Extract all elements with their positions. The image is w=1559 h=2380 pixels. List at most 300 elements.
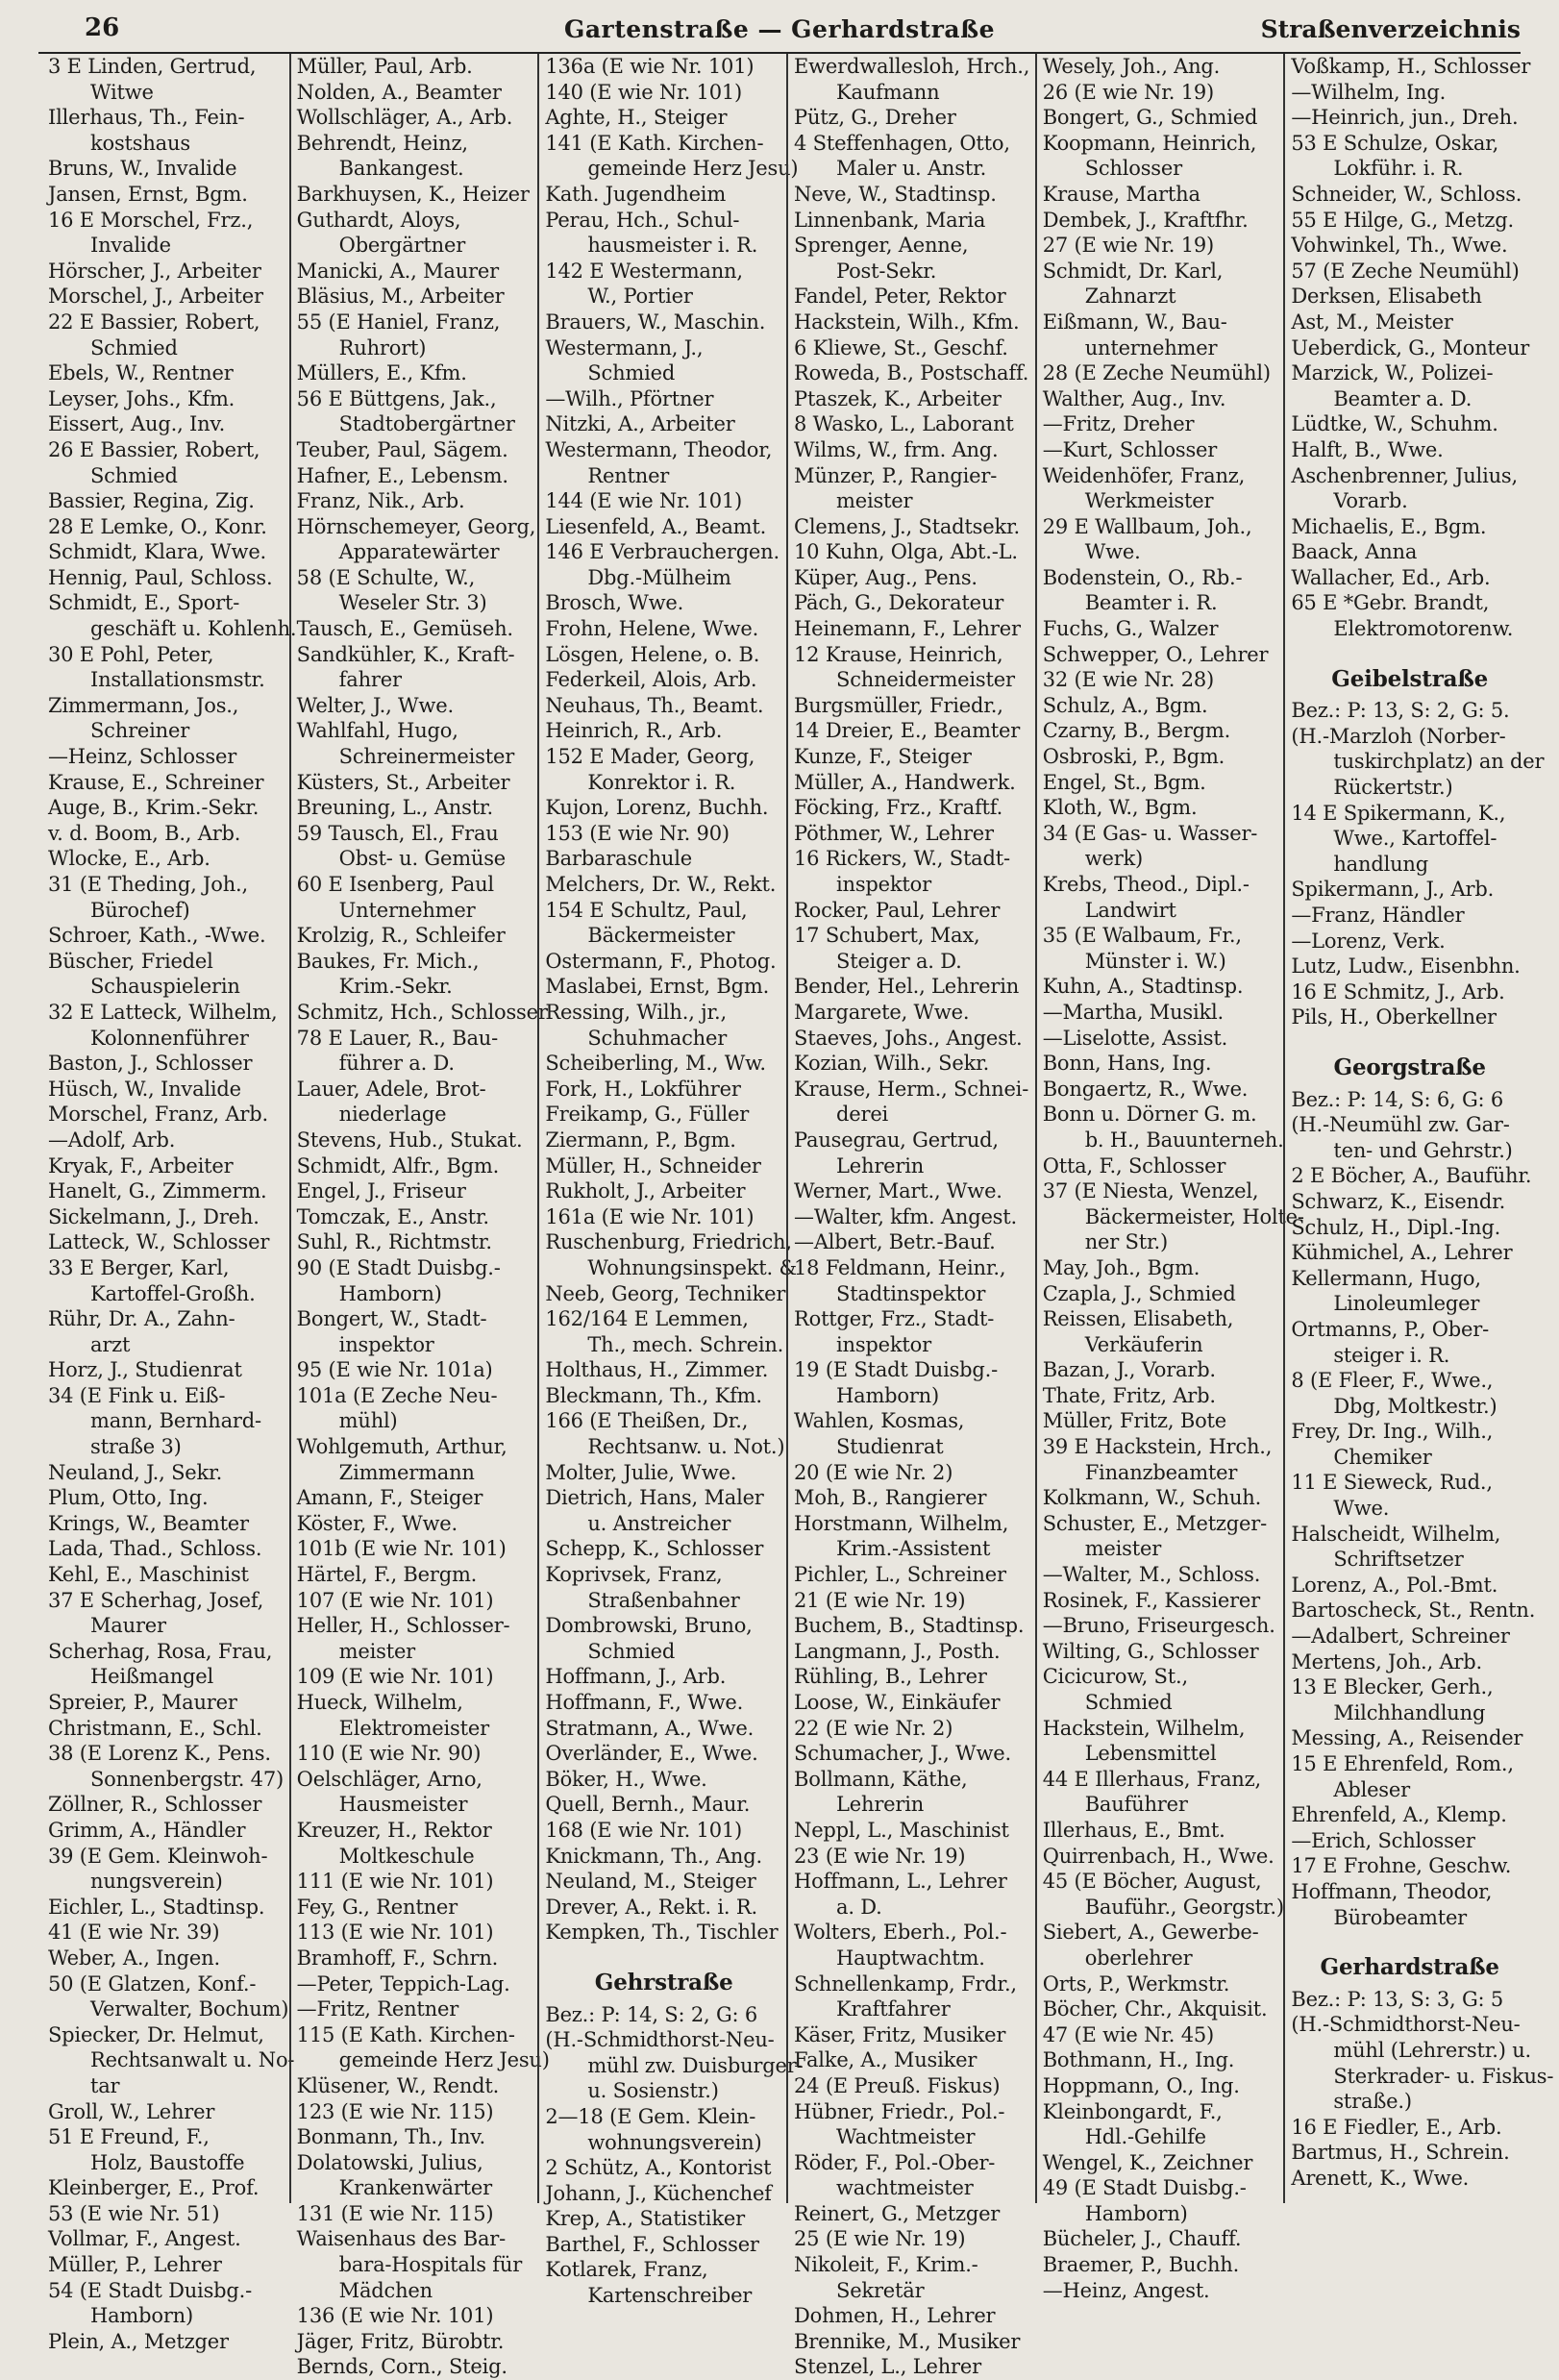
directory-entry: Installationsmstr. <box>90 668 265 692</box>
directory-entry: Groll, W., Lehrer <box>48 2099 215 2123</box>
directory-entry: Latteck, W., Schlosser <box>48 1230 270 1254</box>
directory-entry: Kraftfahrer <box>836 1997 951 2021</box>
directory-entry: bara-Hospitals für <box>338 2253 523 2277</box>
directory-entry: Ressing, Wilh., jr., <box>545 1000 727 1024</box>
directory-entry: 140 (E wie Nr. 101) <box>545 80 743 104</box>
directory-entry: 44 E Illerhaus, Franz, <box>1042 1767 1261 1791</box>
directory-entry: 55 (E Haniel, Franz, <box>296 310 501 334</box>
directory-entry: Schroer, Kath., -Wwe. <box>48 924 266 948</box>
directory-entry: Wwe., Kartoffel- <box>1333 827 1497 851</box>
directory-entry: Molter, Julie, Wwe. <box>545 1460 737 1484</box>
directory-entry: Verwalter, Bochum) <box>90 1997 289 2021</box>
directory-entry: Hackstein, Wilhelm, <box>1042 1716 1246 1740</box>
directory-entry: Ableser <box>1333 1777 1410 1801</box>
directory-entry: Krim.-Assistent <box>836 1537 991 1561</box>
directory-entry: meister <box>338 1639 416 1663</box>
directory-entry: 2 E Böcher, A., Bauführ. <box>1291 1164 1532 1188</box>
directory-entry: Hauptwachtm. <box>836 1946 985 1970</box>
directory-entry: Barthel, F., Schlosser <box>545 2232 759 2256</box>
directory-entry: Quell, Bernh., Maur. <box>545 1793 751 1817</box>
directory-entry: Illerhaus, E., Bmt. <box>1042 1818 1225 1842</box>
directory-entry: 15 E Ehrenfeld, Rom., <box>1291 1752 1514 1775</box>
directory-entry: Lebensmittel <box>1084 1742 1217 1766</box>
directory-entry: 60 E Isenberg, Paul <box>296 873 494 896</box>
directory-entry: Bäckermeister, Holte- <box>1084 1204 1304 1228</box>
directory-entry: 59 Tausch, El., Frau <box>296 821 499 845</box>
directory-entry: Schuster, E., Metzger- <box>1042 1511 1268 1535</box>
directory-entry: Rechtsanwalt u. No- <box>90 2048 295 2072</box>
directory-entry: Röder, F., Pol.-Ober- <box>794 2150 996 2174</box>
directory-entry: Föcking, Frz., Kraftf. <box>794 796 1003 820</box>
directory-entry: Arenett, K., Wwe. <box>1291 2166 1470 2190</box>
directory-entry: Lehrerin <box>836 1793 925 1817</box>
directory-entry: straße.) <box>1333 2090 1412 2114</box>
directory-entry: Schulz, A., Bgm. <box>1042 693 1208 717</box>
directory-entry: Schmied <box>587 361 676 385</box>
directory-entry: Schauspielerin <box>90 975 240 999</box>
directory-entry: inspektor <box>338 1332 434 1356</box>
directory-entry: Schneidermeister <box>836 668 1015 692</box>
directory-entry: —Martha, Musikl. <box>1042 1000 1225 1024</box>
directory-entry: Weber, A., Ingen. <box>48 1946 220 1970</box>
directory-entry: Hafner, E., Lebensm. <box>296 463 508 487</box>
page-header <box>38 10 1521 54</box>
directory-entry: Roweda, B., Postschaff. <box>794 361 1029 385</box>
directory-entry: Koprivsek, Franz, <box>545 1563 723 1587</box>
directory-entry: Tomczak, E., Anstr. <box>296 1204 489 1228</box>
directory-entry: 18 Feldmann, Heinr., <box>794 1255 1006 1279</box>
directory-entry: —Liselotte, Assist. <box>1042 1026 1228 1050</box>
directory-entry: 107 (E wie Nr. 101) <box>296 1588 494 1612</box>
directory-entry: Baack, Anna <box>1291 540 1418 564</box>
directory-entry: Kotlarek, Franz, <box>545 2258 708 2282</box>
directory-entry: Dembek, J., Kraftfhr. <box>1042 208 1249 232</box>
directory-entry: Werner, Mart., Wwe. <box>794 1179 1002 1203</box>
directory-entry: Schmidt, E., Sport- <box>48 591 240 615</box>
directory-entry: Nolden, A., Beamter <box>296 80 502 104</box>
directory-entry: Walther, Aug., Inv. <box>1042 386 1226 410</box>
directory-entry: 110 (E wie Nr. 90) <box>296 1742 482 1766</box>
directory-entry: Krep, A., Statistiker <box>545 2207 745 2231</box>
directory-entry: 152 E Mader, Georg, <box>545 745 755 769</box>
directory-entry: Eichler, L., Stadtinsp. <box>48 1895 265 1919</box>
section-title: Straßenverzeichnis <box>1260 15 1521 43</box>
directory-entry: Bruns, W., Invalide <box>48 157 237 181</box>
directory-entry: meister <box>1084 1537 1162 1561</box>
directory-entry: Hoppmann, O., Ing. <box>1042 2073 1240 2097</box>
directory-entry: Aschenbrenner, Julius, <box>1291 463 1518 487</box>
directory-entry: Eißmann, W., Bau- <box>1042 310 1227 334</box>
directory-entry: Bernds, Corn., Steig. <box>296 2355 507 2379</box>
directory-entry: Müllers, E., Kfm. <box>296 361 467 385</box>
directory-entry: Bazan, J., Vorarb. <box>1042 1358 1216 1382</box>
directory-entry: Münzer, P., Rangier- <box>794 463 998 487</box>
directory-entry: Jäger, Fritz, Bürobtr. <box>296 2329 505 2353</box>
directory-entry: Wachtmeister <box>836 2125 976 2149</box>
directory-entry: Landwirt <box>1084 898 1176 922</box>
directory-entry: Wohlgemuth, Arthur, <box>296 1435 507 1459</box>
directory-entry: Kartoffel-Großh. <box>90 1281 256 1305</box>
directory-entry: Bassier, Regina, Zig. <box>48 489 255 513</box>
directory-entry: Stratmann, A., Wwe. <box>545 1716 755 1740</box>
directory-entry: werk) <box>1084 847 1144 871</box>
directory-entry: Burgsmüller, Friedr., <box>794 693 1003 717</box>
directory-entry: Moh, B., Rangierer <box>794 1486 987 1510</box>
directory-entry: Kleinbongardt, F., <box>1042 2099 1223 2123</box>
directory-entry: Neuland, J., Sekr. <box>48 1460 223 1484</box>
directory-entry: Böcher, Chr., Akquisit. <box>1042 1997 1268 2021</box>
directory-entry: Barbaraschule <box>545 847 692 871</box>
directory-entry: v. d. Boom, B., Arb. <box>48 821 241 845</box>
directory-entry: 8 Wasko, L., Laborant <box>794 412 1014 436</box>
directory-entry: 16 E Fiedler, E., Arb. <box>1291 2115 1502 2139</box>
directory-entry: Schepp, K., Schlosser <box>545 1537 764 1561</box>
directory-entry: Kath. Jugendheim <box>545 182 727 206</box>
directory-entry: Jansen, Ernst, Bgm. <box>48 182 248 206</box>
directory-entry: Johann, J., Küchenchef <box>545 2181 772 2205</box>
directory-entry: Bläsius, M., Arbeiter <box>296 285 505 309</box>
directory-entry: ten- und Gehrstr.) <box>1333 1138 1513 1162</box>
directory-entry: Bürobeamter <box>1333 1905 1468 1929</box>
directory-entry: Breuning, L., Anstr. <box>296 796 493 820</box>
directory-entry: Spreier, P., Maurer <box>48 1691 237 1714</box>
directory-entry: Westermann, Theodor, <box>545 437 773 461</box>
directory-entry: —Franz, Händler <box>1291 904 1465 927</box>
directory-entry: W., Portier <box>587 285 693 309</box>
directory-entry: 146 E Verbrauchergen. <box>545 540 780 564</box>
directory-entry: Zimmermann, Jos., <box>48 693 239 717</box>
directory-entry: a. D. <box>836 1895 882 1919</box>
directory-entry: 20 (E wie Nr. 2) <box>794 1460 953 1484</box>
directory-entry: Moltkeschule <box>338 1844 475 1868</box>
directory-entry: Beamter a. D. <box>1333 386 1472 410</box>
directory-entry: —Adalbert, Schreiner <box>1291 1624 1510 1649</box>
page-title: Gartenstraße — Gerhardstraße <box>564 15 995 43</box>
directory-entry: Th., mech. Schrein. <box>587 1332 784 1356</box>
directory-entry: 101b (E wie Nr. 101) <box>296 1537 507 1561</box>
directory-entry: Schuhmacher <box>587 1026 728 1050</box>
directory-entry: 26 E Bassier, Robert, <box>48 437 260 461</box>
directory-entry: Beamter i. R. <box>1084 591 1218 615</box>
directory-entry: Wengel, K., Zeichner <box>1042 2150 1253 2174</box>
directory-entry: Rocker, Paul, Lehrer <box>794 898 1001 922</box>
directory-entry: Schlosser <box>1084 157 1182 181</box>
directory-entry: (H.-Marzloh (Norber- <box>1291 724 1506 748</box>
directory-entry: wohnungsverein) <box>587 2130 762 2154</box>
directory-entry: Loose, W., Einkäufer <box>794 1691 1001 1714</box>
directory-entry: 8 (E Fleer, F., Wwe., <box>1291 1369 1494 1393</box>
directory-entry: 166 (E Theißen, Dr., <box>545 1409 749 1433</box>
directory-entry: Rosinek, F., Kassierer <box>1042 1588 1261 1612</box>
directory-entry: Wollschläger, A., Arb. <box>296 106 513 130</box>
directory-entry: Ueberdick, G., Monteur <box>1291 335 1530 359</box>
directory-entry: Münster i. W.) <box>1084 949 1226 973</box>
directory-entry: Hamborn) <box>90 2304 193 2328</box>
directory-entry: 16 Rickers, W., Stadt- <box>794 847 1010 871</box>
directory-entry: 28 (E Zeche Neumühl) <box>1042 361 1271 385</box>
directory-entry: Leyser, Johs., Kfm. <box>48 386 235 410</box>
directory-entry: 10 Kuhn, Olga, Abt.-L. <box>794 540 1018 564</box>
directory-entry: gemeinde Herz Jesu) <box>338 2048 550 2072</box>
directory-entry: Krebs, Theod., Dipl.- <box>1042 873 1250 896</box>
directory-entry: Sickelmann, J., Dreh. <box>48 1204 260 1228</box>
directory-entry: 51 E Freund, F., <box>48 2125 210 2149</box>
directory-entry: Bodenstein, O., Rb.- <box>1042 565 1243 589</box>
directory-entry: Bollmann, Käthe, <box>794 1767 968 1791</box>
directory-entry: Krings, W., Beamter <box>48 1511 249 1535</box>
directory-entry: Klüsener, W., Rendt. <box>296 2073 500 2097</box>
directory-entry: Obst- u. Gemüse <box>338 847 507 871</box>
directory-column <box>1283 54 1554 2203</box>
directory-entry: Christmann, E., Schl. <box>48 1716 262 1740</box>
directory-entry: Hamborn) <box>836 1383 940 1407</box>
directory-entry: Scherhag, Rosa, Frau, <box>48 1639 273 1663</box>
directory-entry: Schneider, W., Schloss. <box>1291 182 1522 206</box>
directory-entry: 161a (E wie Nr. 101) <box>545 1204 755 1228</box>
directory-entry: Müller, Fritz, Bote <box>1042 1409 1226 1433</box>
directory-entry: 162/164 E Lemmen, <box>545 1307 749 1331</box>
directory-entry: Ruschenburg, Friedrich, <box>545 1230 792 1254</box>
directory-entry: Rühling, B., Lehrer <box>794 1665 987 1689</box>
directory-entry: Hueck, Wilhelm, <box>296 1691 463 1714</box>
directory-entry: —Heinrich, jun., Dreh. <box>1291 106 1519 130</box>
directory-entry: Brosch, Wwe. <box>545 591 684 615</box>
directory-entry: —Wilh., Pförtner <box>545 386 714 410</box>
directory-entry: 53 (E wie Nr. 51) <box>48 2201 220 2225</box>
directory-entry: Chemiker <box>1333 1445 1432 1469</box>
directory-entry: Lehrerin <box>836 1153 925 1178</box>
directory-entry: 78 E Lauer, R., Bau- <box>296 1026 498 1050</box>
directory-entry: Ehrenfeld, A., Klemp. <box>1291 1803 1507 1827</box>
directory-entry: hausmeister i. R. <box>587 234 758 258</box>
directory-entry: Bonmann, Th., Inv. <box>296 2125 485 2149</box>
directory-entry: Frohn, Helene, Wwe. <box>545 617 759 641</box>
directory-entry: straße 3) <box>90 1435 182 1459</box>
directory-entry: Rechtsanw. u. Not.) <box>587 1435 785 1459</box>
directory-entry: Fuchs, G., Walzer <box>1042 617 1219 641</box>
directory-entry: Kempken, Th., Tischler <box>545 1921 779 1945</box>
directory-entry: Kühmichel, A., Lehrer <box>1291 1241 1513 1265</box>
directory-entry: Lokführ. i. R. <box>1333 157 1464 181</box>
directory-entry: Elektromotorenw. <box>1333 617 1514 641</box>
directory-entry: Wilting, G., Schlosser <box>1042 1639 1259 1663</box>
directory-entry: 11 E Sieweck, Rud., <box>1291 1471 1493 1495</box>
directory-entry: Reinert, G., Metzger <box>794 2201 1001 2225</box>
directory-entry: Halscheidt, Wilhelm, <box>1291 1522 1501 1546</box>
directory-columns <box>42 54 1554 2379</box>
directory-entry: 22 (E wie Nr. 2) <box>794 1716 953 1740</box>
directory-entry: Welter, J., Wwe. <box>296 693 454 717</box>
directory-entry: —Wilhelm, Ing. <box>1291 80 1447 104</box>
directory-entry: 45 (E Böcher, August, <box>1042 1870 1262 1894</box>
directory-entry: Spikermann, J., Arb. <box>1291 878 1495 902</box>
directory-entry: 32 E Latteck, Wilhelm, <box>48 1000 278 1024</box>
directory-entry: Apparatewärter <box>338 540 500 564</box>
directory-entry: Mädchen <box>338 2278 433 2302</box>
directory-entry: 50 (E Glatzen, Konf.- <box>48 1971 257 1996</box>
directory-entry: Hamborn) <box>1084 2201 1188 2225</box>
directory-entry: Lauer, Adele, Brot- <box>296 1077 486 1101</box>
directory-entry: Kuhn, A., Stadtinsp. <box>1042 975 1244 999</box>
directory-entry: Dbg, Moltkestr.) <box>1333 1394 1497 1418</box>
directory-entry: Bender, Hel., Lehrerin <box>794 975 1020 999</box>
directory-entry: 34 (E Gas- u. Wasser- <box>1042 821 1258 845</box>
directory-entry: Plum, Otto, Ing. <box>48 1486 209 1510</box>
directory-entry: Franz, Nik., Arb. <box>296 489 465 513</box>
directory-entry: Köster, F., Wwe. <box>296 1511 458 1535</box>
directory-entry: Milchhandlung <box>1333 1700 1486 1724</box>
directory-entry: —Walter, M., Schloss. <box>1042 1563 1261 1587</box>
directory-entry: Bartoscheck, St., Rentn. <box>1291 1599 1536 1623</box>
directory-entry: Küsters, St., Arbeiter <box>296 770 510 794</box>
directory-entry: Müller, H., Schneider <box>545 1153 761 1178</box>
directory-entry: oberlehrer <box>1084 1946 1193 1970</box>
directory-entry: Voßkamp, H., Schlosser <box>1291 55 1531 78</box>
directory-entry: 27 (E wie Nr. 19) <box>1042 234 1215 258</box>
directory-entry: Morschel, J., Arbeiter <box>48 285 263 309</box>
directory-entry: Schmied <box>1084 1691 1173 1714</box>
directory-entry: Lüdtke, W., Schuhm. <box>1291 412 1498 436</box>
directory-entry: 2 Schütz, A., Kontorist <box>545 2156 772 2180</box>
directory-entry: 16 E Schmitz, J., Arb. <box>1291 979 1505 1004</box>
directory-entry: Hübner, Friedr., Pol.- <box>794 2099 1005 2123</box>
directory-entry: Bongert, W., Stadt- <box>296 1307 487 1331</box>
directory-entry: Krause, Herm., Schnei- <box>794 1077 1029 1101</box>
directory-entry: Weseler Str. 3) <box>338 591 487 615</box>
directory-entry: Müller, P., Lehrer <box>48 2253 222 2277</box>
directory-entry: b. H., Bauunterneh. <box>1084 1128 1284 1152</box>
directory-entry: Studienrat <box>836 1435 944 1459</box>
directory-entry: Krause, E., Schreiner <box>48 770 264 794</box>
directory-entry: Unternehmer <box>338 898 476 922</box>
directory-entry: 12 Krause, Heinrich, <box>794 642 1003 666</box>
directory-entry: Weidenhöfer, Franz, <box>1042 463 1246 487</box>
directory-entry: Straßenbahner <box>587 1588 740 1612</box>
directory-entry: Schmied <box>90 463 178 487</box>
directory-entry: Schmidt, Alfr., Bgm. <box>296 1153 500 1178</box>
directory-entry: Hoffmann, F., Wwe. <box>545 1691 744 1714</box>
directory-entry: Konrektor i. R. <box>587 770 736 794</box>
directory-column <box>537 54 804 2308</box>
directory-entry: Kellermann, Hugo, <box>1291 1266 1481 1290</box>
directory-entry: mühl (Lehrerstr.) u. <box>1333 2038 1532 2062</box>
directory-entry: nungsverein) <box>90 1870 223 1894</box>
directory-entry: Härtel, F., Bergm. <box>296 1563 478 1587</box>
directory-entry: Bez.: P: 14, S: 2, G: 6 <box>545 2002 758 2026</box>
directory-entry: Kleinberger, E., Prof. <box>48 2176 260 2200</box>
directory-entry: Dolatowski, Julius, <box>296 2150 483 2174</box>
directory-entry: Oelschläger, Arno, <box>296 1767 483 1791</box>
directory-entry: Bürochef) <box>90 898 190 922</box>
directory-entry: Schriftsetzer <box>1333 1548 1464 1572</box>
directory-entry: 31 (E Theding, Joh., <box>48 873 248 896</box>
directory-entry: Müller, A., Handwerk. <box>794 770 1016 794</box>
directory-entry: steiger i. R. <box>1333 1343 1450 1367</box>
directory-entry: Obergärtner <box>338 234 466 258</box>
directory-entry: 6 Kliewe, St., Geschf. <box>794 335 1008 359</box>
directory-entry: 141 (E Kath. Kirchen- <box>545 131 764 155</box>
directory-entry: Bäckermeister <box>587 924 735 948</box>
directory-entry: Wolters, Eberh., Pol.- <box>794 1921 1007 1945</box>
directory-entry: 33 E Berger, Karl, <box>48 1255 230 1279</box>
directory-entry: Kehl, E., Maschinist <box>48 1563 249 1587</box>
directory-entry: 29 E Wallbaum, Joh., <box>1042 514 1252 538</box>
directory-entry: Guthardt, Aloys, <box>296 208 461 232</box>
directory-entry: Scheiberling, M., Ww. <box>545 1052 766 1076</box>
directory-entry: Manicki, A., Maurer <box>296 259 499 283</box>
directory-entry: Post-Sekr. <box>836 259 937 283</box>
directory-entry: Wlocke, E., Arb. <box>48 847 210 871</box>
directory-entry: Michaelis, E., Bgm. <box>1291 514 1487 538</box>
directory-entry: Kryak, F., Arbeiter <box>48 1153 234 1178</box>
directory-entry: Dohmen, H., Lehrer <box>794 2304 996 2328</box>
street-heading: Gerhardstraße <box>1320 1954 1499 1981</box>
directory-entry: Perau, Hch., Schul- <box>545 208 740 232</box>
directory-entry: Vohwinkel, Th., Wwe. <box>1291 234 1508 258</box>
directory-entry: Ebels, W., Rentner <box>48 361 234 385</box>
directory-entry: Verkäuferin <box>1084 1332 1203 1356</box>
directory-column <box>786 54 1035 2379</box>
directory-entry: 16 E Morschel, Frz., <box>48 208 254 232</box>
directory-entry: Reissen, Elisabeth, <box>1042 1307 1234 1331</box>
directory-entry: 90 (E Stadt Duisbg.- <box>296 1255 501 1279</box>
directory-entry: handlung <box>1333 852 1428 876</box>
directory-entry: Hamborn) <box>338 1281 442 1305</box>
directory-entry: Pichler, L., Schreiner <box>794 1563 1006 1587</box>
directory-entry: gemeinde Herz Jesu) <box>587 157 799 181</box>
page-number: 26 <box>85 13 120 42</box>
directory-entry: Schmitz, Hch., Schlosser <box>296 1000 548 1024</box>
directory-entry: 41 (E wie Nr. 39) <box>48 1921 220 1945</box>
directory-entry: Linnenbank, Maria <box>794 208 986 232</box>
directory-entry: Rukholt, J., Arbeiter <box>545 1179 746 1203</box>
directory-entry: Schmidt, Klara, Wwe. <box>48 540 267 564</box>
directory-entry: Czapla, J., Schmied <box>1042 1281 1236 1305</box>
directory-entry: Ewerdwallesloh, Hrch., <box>794 55 1030 78</box>
directory-entry: 49 (E Stadt Duisbg.- <box>1042 2176 1247 2200</box>
directory-column <box>1035 54 1304 2302</box>
directory-entry: Eissert, Aug., Inv. <box>48 412 226 436</box>
directory-entry: Heißmangel <box>90 1665 214 1689</box>
directory-entry: Hoffmann, L., Lehrer <box>794 1870 1007 1894</box>
directory-entry: Schnellenkamp, Frdr., <box>794 1971 1017 1996</box>
directory-entry: Amann, F., Steiger <box>296 1486 483 1510</box>
directory-entry: Marzick, W., Polizei- <box>1291 361 1494 385</box>
directory-entry: Maler u. Anstr. <box>836 157 987 181</box>
directory-entry: —Fritz, Rentner <box>296 1997 459 2021</box>
directory-entry: Rottger, Frz., Stadt- <box>794 1307 995 1331</box>
directory-entry: Wahlen, Kosmas, <box>794 1409 965 1433</box>
directory-entry: Hennig, Paul, Schloss. <box>48 565 273 589</box>
directory-entry: Hdl.-Gehilfe <box>1084 2125 1206 2149</box>
directory-entry: Linoleumleger <box>1333 1292 1480 1316</box>
directory-entry: Kujon, Lorenz, Buchh. <box>545 796 769 820</box>
directory-entry: Sprenger, Aenne, <box>794 234 969 258</box>
directory-entry: Dombrowski, Bruno, <box>545 1614 753 1638</box>
directory-entry: Teuber, Paul, Sägem. <box>296 437 508 461</box>
directory-entry: 55 E Hilge, G., Metzg. <box>1291 208 1514 232</box>
directory-entry: Neuhaus, Th., Beamt. <box>545 693 764 717</box>
directory-entry: Bothmann, H., Ing. <box>1042 2048 1235 2072</box>
directory-entry: 101a (E Zeche Neu- <box>296 1383 498 1407</box>
directory-entry: Bongert, G., Schmied <box>1042 106 1258 130</box>
directory-entry: Käser, Fritz, Musiker <box>794 2022 1006 2046</box>
directory-entry: Steiger a. D. <box>836 949 962 973</box>
directory-entry: Sonnenbergstr. 47) <box>90 1767 284 1791</box>
directory-entry: Heinemann, F., Lehrer <box>794 617 1021 641</box>
directory-entry: Zahnarzt <box>1084 285 1176 309</box>
directory-entry: 65 E *Gebr. Brandt, <box>1291 591 1490 615</box>
